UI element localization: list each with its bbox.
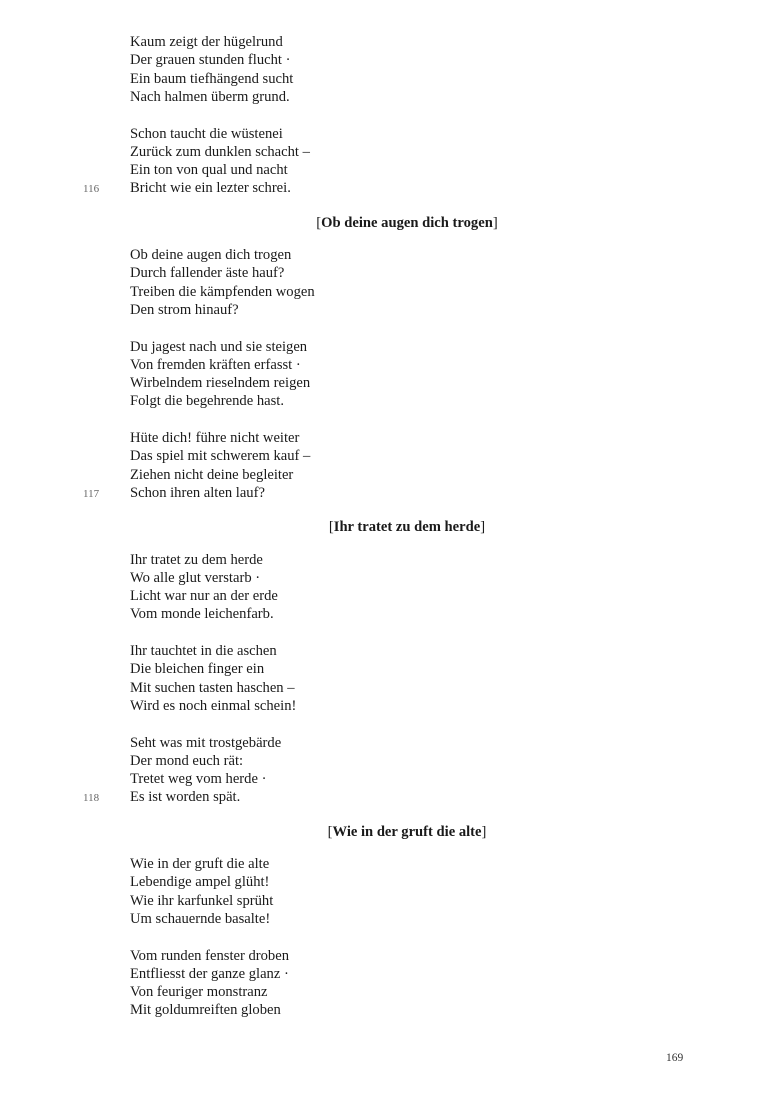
poem-line: Der mond euch rät:: [130, 752, 244, 769]
poem-line: Den strom hinauf?: [130, 301, 239, 318]
poem-title-text: Wie in der gruft die alte: [332, 823, 482, 840]
title-bracket-open: [: [328, 519, 334, 536]
poem-line: Treiben die kämpfenden wogen: [130, 283, 315, 300]
poem-line: Wie ihr karfunkel sprüht: [130, 892, 274, 909]
title-bracket-close: ]: [480, 519, 486, 536]
poem-line: Du jagest nach und sie steigen: [130, 338, 308, 355]
poem-line: Lebendige ampel glüht!: [130, 874, 270, 891]
poem-line: Schon taucht die wüstenei: [130, 125, 283, 142]
poem-line: Wie in der gruft die alte: [130, 856, 270, 872]
poem-line: Folgt die begehrende hast.: [130, 393, 285, 410]
title-bracket-open: [: [327, 823, 333, 840]
poem-line: Ziehen nicht deine begleiter: [130, 466, 294, 483]
poem-line: Ihr tratet zu dem herde: [130, 551, 263, 568]
poem-line: Wirbelndem rieselndem reigen: [130, 375, 311, 392]
poem-line: Mit suchen tasten haschen –: [130, 679, 295, 696]
poem-line: Von fremden kräften erfasst ·: [130, 356, 301, 373]
poem-line: Zurück zum dunklen schacht –: [130, 143, 310, 160]
poem-line: Nach halmen überm grund.: [130, 88, 290, 105]
page-number: 169: [666, 1052, 684, 1064]
poem-line: Hüte dich! führe nicht weiter: [130, 430, 300, 446]
poem-title-text: Ob deine augen dich trogen: [321, 214, 493, 231]
poem-title: [130, 214, 684, 232]
poem-line: Kaum zeigt der hügelrund: [130, 34, 283, 50]
poem-line: Tretet weg vom herde ·: [130, 771, 267, 788]
poem-line: Vom monde leichenfarb.: [130, 606, 274, 623]
poem-title: [130, 518, 684, 536]
poem-line: Die bleichen finger ein: [130, 661, 265, 678]
poem-line: Ein ton von qual und nacht: [130, 162, 288, 179]
poem-title-text: Ihr tratet zu dem herde: [333, 519, 481, 536]
margin-line-number: 118: [83, 792, 100, 805]
title-bracket-close: ]: [492, 214, 498, 231]
title-bracket-open: [: [316, 214, 322, 231]
poem-line: Seht was mit trostgebärde: [130, 734, 282, 751]
poem-line: Ein baum tiefhängend sucht: [130, 70, 294, 87]
poem-title: [130, 823, 684, 841]
title-bracket-close: ]: [481, 823, 487, 840]
poem-line: Ihr tauchtet in die aschen: [130, 643, 277, 659]
margin-line-number: 117: [83, 487, 100, 500]
poem-line: Schon ihren alten lauf?: [130, 484, 265, 501]
poem-line: Bricht wie ein lezter schrei.: [130, 180, 291, 197]
poem-line: Der grauen stunden flucht ·: [130, 52, 291, 69]
poem-line: Mit goldumreiften globen: [130, 1002, 281, 1019]
poem-line: Vom runden fenster droben: [130, 947, 290, 964]
poem-line: Um schauernde basalte!: [130, 910, 271, 927]
poem-line: Das spiel mit schwerem kauf –: [130, 448, 311, 465]
poem-line: Durch fallender äste hauf?: [130, 265, 285, 282]
margin-line-number: 116: [83, 183, 100, 196]
poem-line: Es ist worden spät.: [130, 789, 241, 806]
poem-line: Wird es noch einmal schein!: [130, 697, 297, 714]
poem-line: Von feuriger monstranz: [130, 984, 268, 1001]
poem-line: Ob deine augen dich trogen: [130, 247, 292, 263]
poem-line: Licht war nur an der erde: [130, 588, 278, 605]
poem-line: Entfliesst der ganze glanz ·: [130, 965, 289, 982]
poem-line: Wo alle glut verstarb ·: [130, 569, 261, 586]
